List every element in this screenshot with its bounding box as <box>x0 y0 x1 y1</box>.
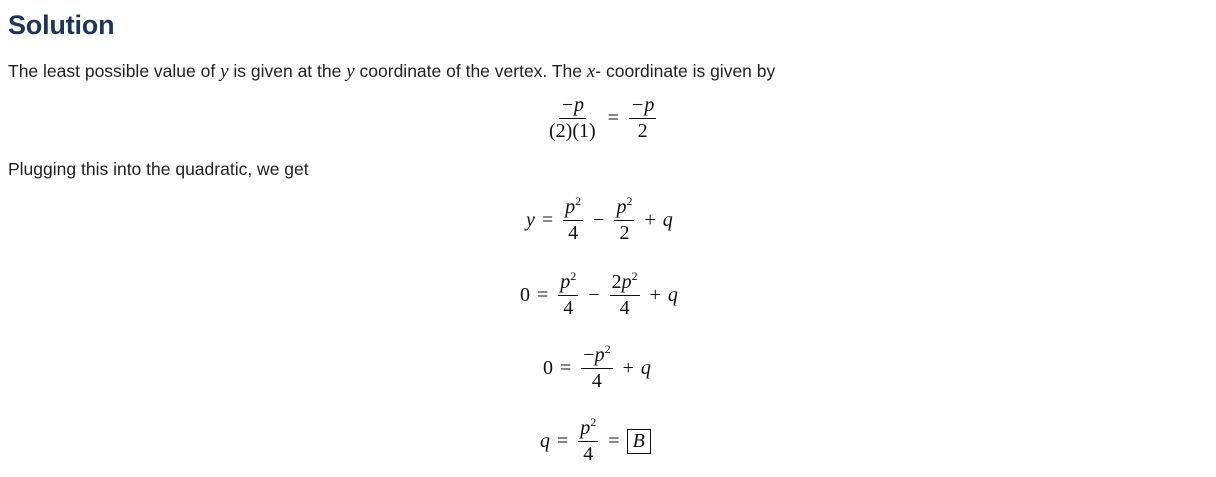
boxed-answer: B <box>627 429 651 454</box>
fraction-p-squared-over-4: $\frac{p^2}{4}$ <box>580 415 597 465</box>
solution-heading: Solution <box>8 10 115 40</box>
equation-line-4: q = $\frac{p^2}{4}$ = B <box>540 417 651 466</box>
fraction-neg-p-squared-over-4: $\frac{-p^2}{4}$ <box>583 342 611 392</box>
fraction-p-squared-over-4: $\frac{p^2}{4}$ <box>565 194 582 244</box>
fraction-p-squared-over-4: $\frac{p^2}{4}$ <box>560 269 577 319</box>
fraction-neg-p-over-2: $\frac{-p}{2}$ <box>630 94 655 142</box>
intro-paragraph: The least possible value of y is given at the y coordinate of the vertex. The x- coordinate is given by <box>8 61 776 82</box>
vertex-x-equation: $\frac{-p}{(2)(1)}$ = $\frac{-p}{2}$ <box>549 94 655 142</box>
fraction-2p-squared-over-4: $\frac{2p^2}{4}$ <box>611 269 638 319</box>
equation-line-2: 0 = $\frac{p^2}{4}$ − $\frac{2p^2}{4}$ + q <box>520 269 678 319</box>
equation-line-1: y = $\frac{p^2}{4}$ − $\frac{p^2}{2}$ + q <box>526 194 673 244</box>
fraction-neg-p-over-2-times-1: $\frac{-p}{(2)(1)}$ <box>549 94 596 142</box>
fraction-p-squared-over-2: $\frac{p^2}{2}$ <box>616 194 633 244</box>
plugging-text: Plugging this into the quadratic, we get <box>8 159 309 179</box>
equation-line-3: 0 = $\frac{-p^2}{4}$ + q <box>543 342 651 392</box>
